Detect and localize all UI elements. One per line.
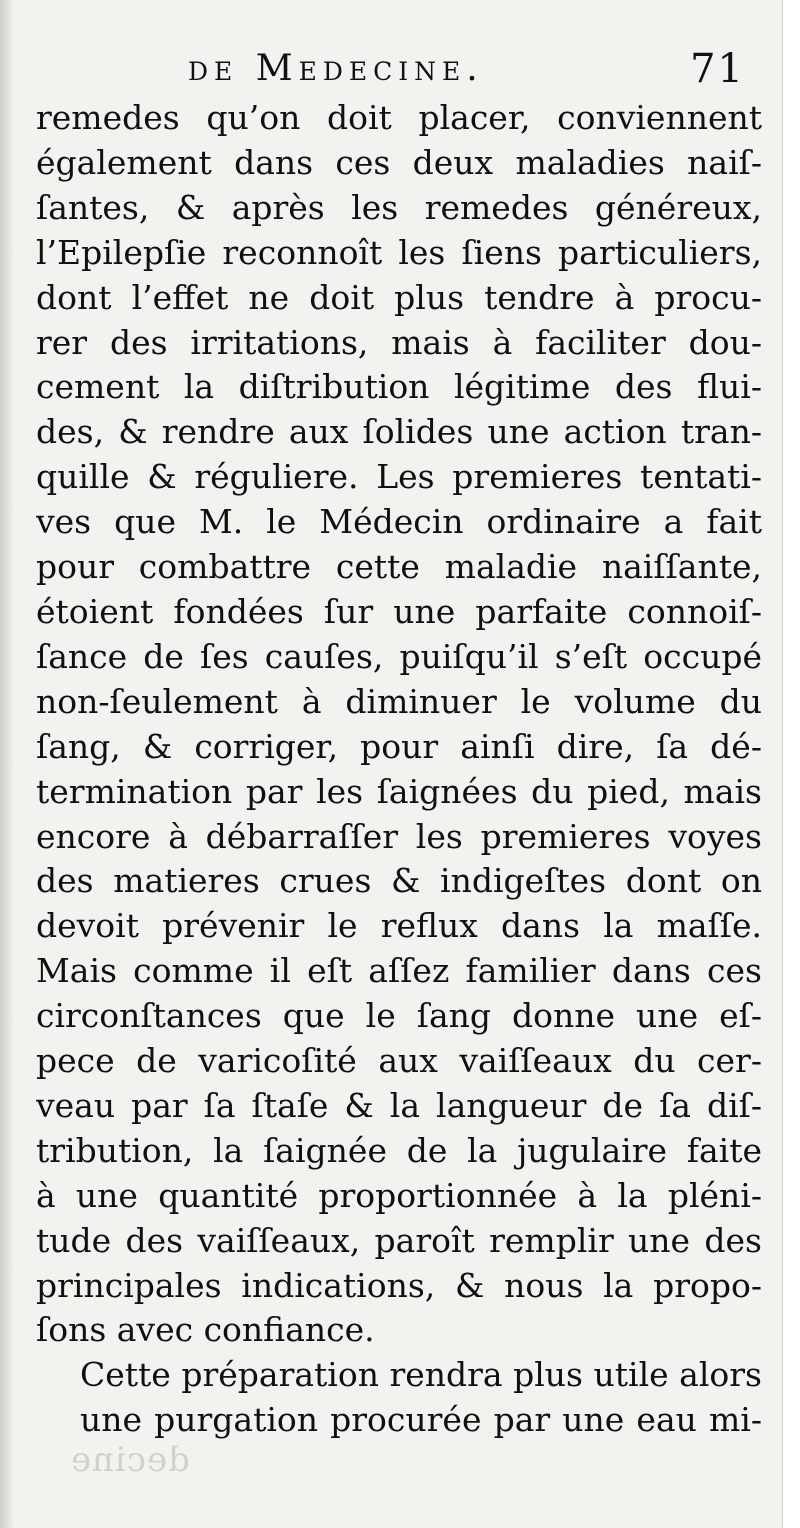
text-line: Mais comme il eſt aſſez familier dans ces — [36, 951, 762, 991]
text-line: également dans ces deux maladies naiſ- — [36, 142, 762, 182]
paragraph-start-line: Cette préparation rendra plus utile alors — [80, 1355, 762, 1395]
text-line: quille & réguliere. Les premieres tentati- — [36, 457, 762, 497]
body-text — [36, 96, 762, 1443]
text-line: étoient fondées ſur une parfaite connoiſ- — [36, 591, 762, 631]
text-line: remedes qu’on doit placer, conviennent — [36, 98, 762, 137]
text-line: rer des irritations, mais à faciliter dou- — [36, 322, 762, 362]
text-line: tude des vaiſſeaux, paroît remplir une des — [36, 1220, 762, 1260]
text-line: encore à débarraſſer les premieres voyes — [36, 816, 762, 856]
show-through-text: decine — [70, 1440, 190, 1480]
text-line: des matieres crues & indigeſtes dont on — [36, 861, 762, 901]
text-line: ſance de ſes cauſes, puiſqu’il s’eſt occupé — [36, 636, 762, 676]
text-line: dont l’effet ne doit plus tendre à procu- — [36, 277, 762, 317]
text-line: termination par les ſaignées du pied, mais — [36, 771, 762, 811]
paragraph-end-line: ſons avec confiance. — [36, 1310, 375, 1350]
text-line: ves que M. le Médecin ordinaire a fait — [36, 502, 762, 542]
text-line: pour combattre cette maladie naiſſante, — [36, 547, 762, 587]
text-line: veau par ſa ſtaſe & la langueur de ſa diſ- — [36, 1085, 762, 1125]
text-line: principales indications, & nous la propo- — [36, 1265, 762, 1305]
page-gutter-shadow — [0, 0, 14, 1528]
text-line: pece de varicoſité aux vaiſſeaux du cer- — [36, 1041, 762, 1081]
text-line: des, & rendre aux ſolides une action tran- — [36, 412, 762, 452]
text-line: circonſtances que le ſang donne une eſ- — [36, 996, 762, 1036]
text-line: une purgation procurée par une eau mi- — [80, 1400, 762, 1440]
text-line: cement la diſtribution légitime des flui- — [36, 367, 762, 407]
text-line: devoit prévenir le reflux dans la maſſe. — [36, 906, 762, 946]
running-title: de Medecine. — [188, 48, 484, 89]
text-line: non-ſeulement à diminuer le volume du — [36, 681, 762, 721]
page-number: 71 — [690, 46, 745, 92]
text-line: l’Epilepſie reconnoît les ſiens particuliers, — [36, 232, 762, 272]
text-line: ſang, & corriger, pour ainſi dire, ſa dé- — [36, 726, 762, 766]
page-header — [40, 46, 745, 92]
text-line: à une quantité proportionnée à la pléni- — [36, 1175, 762, 1215]
text-line: tribution, la ſaignée de la jugulaire faite — [36, 1130, 762, 1170]
text-line: ſantes, & après les remedes généreux, — [36, 187, 762, 227]
